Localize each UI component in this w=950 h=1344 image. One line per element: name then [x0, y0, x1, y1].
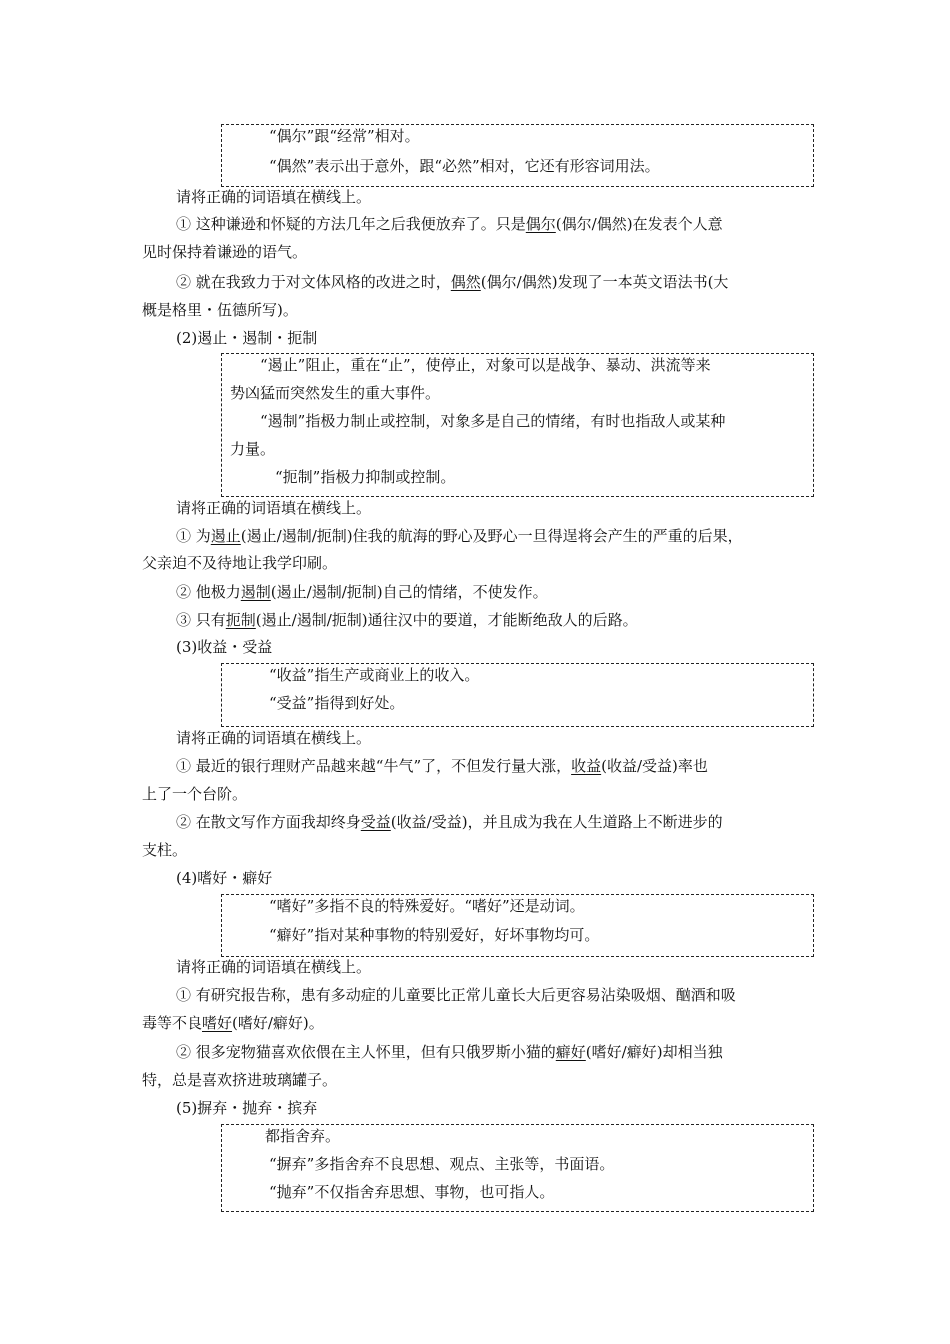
- exercise-line: ① 这种谦逊和怀疑的方法几年之后我便放弃了。只是偶尔(偶尔/偶然)在发表个人意: [176, 215, 723, 233]
- answer: 偶尔: [525, 215, 556, 233]
- definition-line: “遏制”指极力制止或控制，对象多是自己的情绪，有时也指敌人或某种: [260, 412, 726, 430]
- section-heading-3: (3)收益・受益: [176, 638, 273, 656]
- instruction-text: 请将正确的词语填在横线上。: [176, 958, 372, 976]
- instruction-text: 请将正确的词语填在横线上。: [176, 499, 372, 517]
- definition-line: “遏止”阻止，重在“止”，使停止，对象可以是战争、暴动、洪流等来: [260, 356, 711, 374]
- exercise-line: 特，总是喜欢挤进玻璃罐子。: [142, 1071, 338, 1089]
- exercise-line: 概是格里・伍德所写)。: [142, 301, 298, 319]
- answer: 嗜好: [202, 1014, 233, 1032]
- definition-line: 都指舍弃。: [265, 1127, 341, 1145]
- definition-line: “扼制”指极力抑制或控制。: [275, 468, 456, 486]
- answer: 癖好: [555, 1043, 586, 1061]
- section-heading-5: (5)摒弃・抛弃・摈弃: [176, 1099, 318, 1117]
- exercise-line: 见时保持着谦逊的语气。: [142, 243, 308, 261]
- exercise-line: ③ 只有扼制(遏止/遏制/扼制)通往汉中的要道，才能断绝敌人的后路。: [176, 611, 638, 629]
- exercise-line: ① 最近的银行理财产品越来越“牛气”了，不但发行量大涨，收益(收益/受益)率也: [176, 757, 708, 775]
- definition-line: “偶然”表示出于意外，跟“必然”相对，它还有形容词用法。: [269, 157, 660, 175]
- answer: 遏制: [240, 583, 271, 601]
- exercise-line: ② 很多宠物猫喜欢依偎在主人怀里，但有只俄罗斯小猫的癖好(嗜好/癖好)却相当独: [176, 1043, 723, 1061]
- section-heading-4: (4)嗜好・癖好: [176, 869, 273, 887]
- definition-line: “嗜好”多指不良的特殊爱好。“嗜好”还是动词。: [269, 897, 585, 915]
- definition-line: 势凶猛而突然发生的重大事件。: [230, 384, 441, 402]
- exercise-line: 毒等不良嗜好(嗜好/癖好)。: [142, 1014, 324, 1032]
- exercise-line: ② 就在我致力于对文体风格的改进之时，偶然(偶尔/偶然)发现了一本英文语法书(大: [176, 273, 729, 291]
- definition-line: “癖好”指对某种事物的特别爱好，好坏事物均可。: [269, 926, 600, 944]
- exercise-line: 支柱。: [142, 841, 188, 859]
- instruction-text: 请将正确的词语填在横线上。: [176, 188, 372, 206]
- answer: 受益: [360, 813, 391, 831]
- exercise-line: ① 有研究报告称，患有多动症的儿童要比正常儿童长大后更容易沾染吸烟、酗酒和吸: [176, 986, 736, 1004]
- exercise-line: 父亲迫不及待地让我学印刷。: [142, 554, 338, 572]
- section-heading-2: (2)遏止・遏制・扼制: [176, 329, 318, 347]
- exercise-line: ② 在散文写作方面我却终身受益(收益/受益)，并且成为我在人生道路上不断进步的: [176, 813, 723, 831]
- answer: 遏止: [210, 527, 241, 545]
- answer: 偶然: [450, 273, 481, 291]
- definition-line: “摒弃”多指舍弃不良思想、观点、主张等，书面语。: [269, 1155, 615, 1173]
- exercise-line: 上了一个台阶。: [142, 785, 248, 803]
- definition-line: “抛弃”不仅指舍弃思想、事物，也可指人。: [269, 1183, 555, 1201]
- definition-line: “受益”指得到好处。: [269, 694, 405, 712]
- instruction-text: 请将正确的词语填在横线上。: [176, 729, 372, 747]
- answer: 收益: [571, 757, 602, 775]
- definition-line: “收益”指生产或商业上的收入。: [269, 666, 480, 684]
- definition-line: 力量。: [230, 440, 276, 458]
- answer: 扼制: [225, 611, 256, 629]
- exercise-line: ① 为遏止(遏止/遏制/扼制)住我的航海的野心及野心一旦得逞将会产生的严重的后果，: [176, 527, 743, 545]
- definition-line: “偶尔”跟“经常”相对。: [269, 127, 420, 145]
- exercise-line: ② 他极力遏制(遏止/遏制/扼制)自己的情绪，不使发作。: [176, 583, 548, 601]
